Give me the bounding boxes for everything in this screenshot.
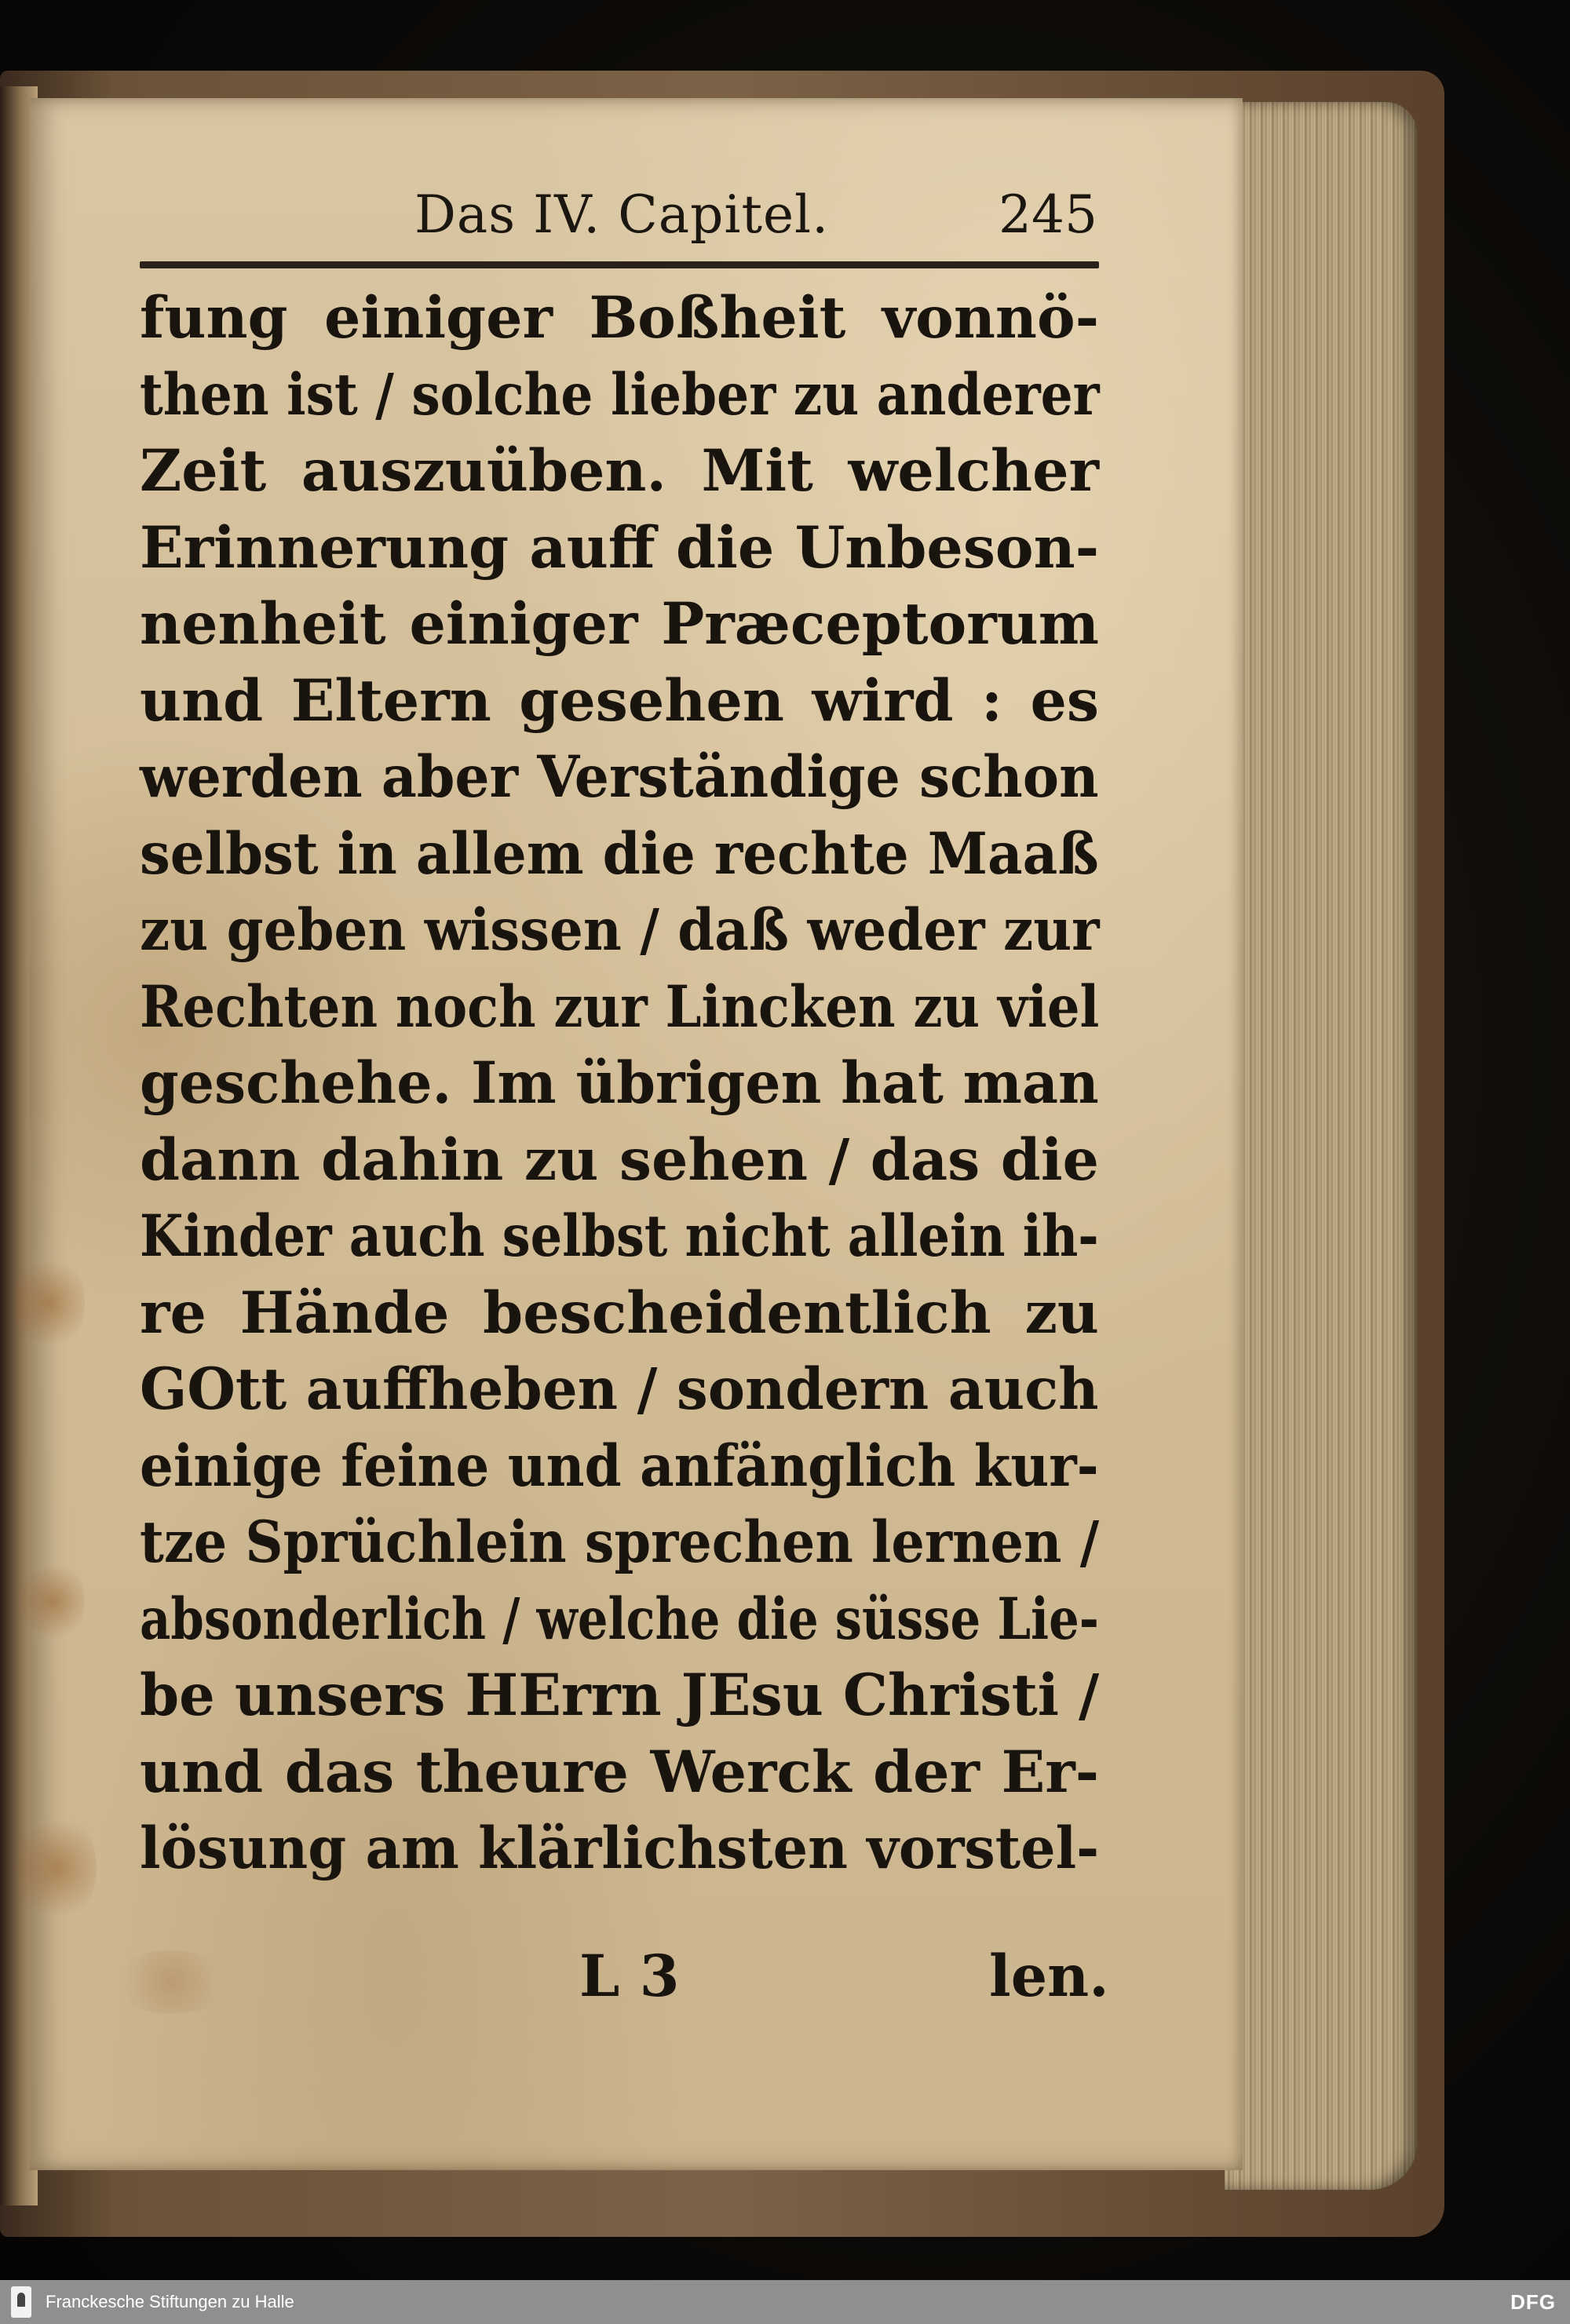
text-line: Zeit auszuüben. Mit welcher	[140, 437, 1099, 505]
text-line: fung einiger Boßheit vonnö-	[140, 284, 1099, 352]
body-text	[140, 280, 1099, 1888]
book-page	[30, 98, 1243, 2170]
text-line: und Eltern gesehen wird : es	[140, 666, 1099, 735]
header-rule	[140, 261, 1099, 268]
text-line: werden aber Verständige schon	[140, 743, 1099, 811]
text-line: dann dahin zu sehen / das die	[140, 1126, 1099, 1194]
text-line: absonderlich / welche die süsse Lie-	[140, 1585, 1099, 1653]
foxing-stain	[108, 1950, 234, 2013]
text-line: re Hände bescheidentlich zu	[140, 1279, 1099, 1347]
catchword: len.	[989, 1943, 1109, 2010]
text-line: nenheit einiger Præceptorum	[140, 590, 1099, 658]
running-header	[148, 184, 1097, 255]
institution-name: Franckesche Stiftungen zu Halle	[46, 2292, 294, 2311]
text-line: geschehe. Im übrigen hat man	[140, 1049, 1099, 1117]
foxing-stain	[22, 1558, 85, 1644]
text-line: be unsers HErrn JEsu Christi /	[140, 1662, 1100, 1729]
text-line: einige feine und anfänglich kur-	[140, 1432, 1099, 1500]
signature-mark: L 3	[579, 1943, 680, 2010]
chapter-title: Das IV. Capitel.	[414, 184, 830, 245]
foxing-stain	[18, 1809, 97, 1927]
institution-logo-icon	[11, 2286, 31, 2318]
foxing-stain	[14, 1252, 85, 1354]
text-line: lösung am klärlichsten vorstel-	[140, 1815, 1100, 1882]
archive-footer-bar	[0, 2280, 1570, 2324]
text-line: tze Sprüchlein sprechen lernen /	[140, 1509, 1100, 1576]
text-line: Erinnerung auff die Unbeson-	[140, 513, 1099, 582]
funder-logo: DFG	[1510, 2290, 1556, 2314]
page-edges	[1225, 102, 1417, 2190]
text-line: Rechten noch zur Lincken zu viel	[140, 972, 1100, 1041]
text-line: und das theure Werck der Er-	[140, 1738, 1099, 1806]
page-number: 245	[999, 184, 1097, 245]
text-line: zu geben wissen / daß weder zur	[140, 896, 1100, 964]
text-line: GOtt auffheben / sondern auch	[140, 1355, 1099, 1423]
text-line: Kinder auch selbst nicht allein ih-	[140, 1202, 1099, 1270]
text-line: selbst in allem die rechte Maaß	[140, 819, 1099, 888]
text-line: then ist / solche lieber zu anderer	[140, 360, 1100, 429]
